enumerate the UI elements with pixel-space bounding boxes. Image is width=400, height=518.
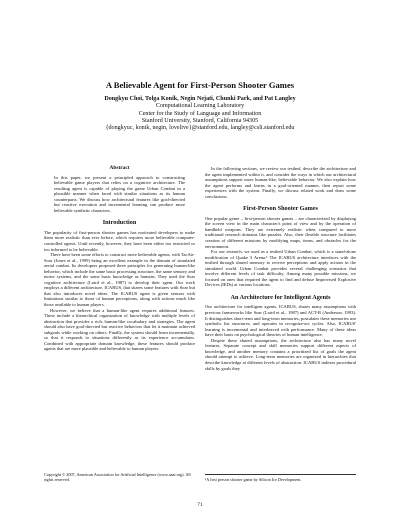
author-names: Dongkyu Choi, Tolga Konik, Negin Nejati, Chunki Park, and Pat Langley: [104, 96, 296, 102]
architecture-paragraph-1: Our architecture for intelligent agents, ICARUS, shares many assumptions with previous frameworks like Soar (Laird et al., 1987) and ACT-R (Anderson, 1993). It distinguishes short-term and long-term memories, postulates these memories use symbolic list structures, and operates in recognize-act cycles. Also, ICARUS' learning is incremental and interleaved with performance. Many of these ideas have their basis on psychological theories of human intelligence.: [205, 304, 356, 338]
page-number: 71: [197, 502, 203, 508]
affiliation-university: Stanford University, Stanford, California 94305: [141, 117, 259, 124]
intro-paragraph-2: There have been some efforts to construct more believable agents, with TacAir-Soar (Jones et al., 1999) being an excellent example in the domain of simulated aerial combat. Its developers proposed three principles for generating human-like behavior, which include the same basic processing structure, the same sensory and motor systems, and the same basic knowledge as humans. They used the Soar cognitive architecture (Laird et al., 1987) to develop their agent. Our work employs a different architecture, ICARUS, that shares some features with Soar but that also introduces novel ideas. The ICARUS agent is given sensors with limitations similar to those of human perceptions, along with actions much like those available to human players.: [44, 252, 195, 308]
abstract-paragraph: In this paper, we present a principled approach to constructing believable game players that relies on a cognitive architecture. The resulting agent is capable of playing the game Urban Combat in a plausible manner when faced with similar situations as its human counterparts. We discuss how architectural features like goal-directed but reactive execution and incremental learning can produce more believable synthetic characters.: [54, 174, 185, 213]
section-heading-introduction: Introduction: [102, 219, 137, 227]
left-column: [44, 166, 195, 352]
footnote: ¹A first person shooter game by Silicon Ice Development.: [205, 474, 356, 482]
overview-paragraph: In the following sections, we review our testbed, describe the architecture and the agent implemented within it, and consider the ways in which our architectural assumptions support more human-like, believable behavior. We also explain how the agent performs and learns in a goal-oriented manner, then report some experiences with the system. Finally, we discuss related work and draw some conclusions.: [205, 166, 356, 199]
copyright-notice: Copyright © 2007, American Association for Artificial Intelligence (www.aaai.org). All rights reserved.: [44, 472, 191, 482]
intro-paragraph-3: However, we believe that a human-like agent requires additional features. These include a hierarchical organization of knowledge with multiple levels of abstraction that provides a rich, human-like vocabulary and strategies. The agent should also have goal-directed but reactive behaviors that let it maintain achieved subgoals while working on others. Finally, the system should learn incrementally, so that it responds to situations differently as its experience accumulates. Combined with appropriate domain knowledge, these features should produce agents that are more plausible and believable to human players.: [44, 307, 195, 352]
affiliation-center: Center for the Study of Language and Information: [138, 110, 262, 117]
author-emails: {dongkyuc, konik, negin, lovelive}@stanford.edu, langley@csli.stanford.edu: [105, 125, 295, 132]
architecture-paragraph-2: Despite these shared assumptions, the architecture also has many novel features. Separate concept and skill memories support different aspects of knowledge, and another memory contains a prioritized list of goals the agent should attempt to achieve. Long-term memories are organized in hierarchies that describe knowledge at different levels of abstraction. ICARUS indexes procedural skills by goals they: [205, 337, 356, 371]
intro-paragraph-1: The popularity of first-person shooter games has motivated developers to make them more realistic than ever before, which requires more believable computer-controlled agents. Until recently, however, they have been either too restricted or too informed to be believable.: [44, 229, 195, 252]
abstract-text: [44, 175, 195, 214]
section-heading-architecture: An Architecture for Intelligent Agents: [230, 293, 331, 301]
abstract-heading: Abstract: [109, 165, 130, 171]
affiliation-lab: Computational Learning Laboratory: [155, 103, 245, 110]
right-column: [205, 166, 356, 371]
author-block: [0, 96, 400, 132]
paper-title: A Believable Agent for First-Person Shooter Games: [105, 80, 295, 90]
section-heading-fps-games: First-Person Shooter Games: [243, 205, 318, 213]
fps-paragraph-2: For our research, we used as a testbed Urban Combat, which is a stand-alone modification of Quake 3 Arena.¹ The ICARUS architecture interfaces with the testbed through shared memory to receive perceptions and apply actions in the simulated world. Urban Combat provides several challenging scenarios that involve different levels of task difficulty. Among many possible missions, we focused on ones that required the agent to find and defuse Improvised Explosive Devices (IEDs) at various locations.: [205, 249, 356, 288]
fps-paragraph-1: One popular genre – first-person shooter games – are characterized by displaying the screen view in the main character's point of view and by the operation of handheld weapons. They are extremely realistic when compared to more traditional research domains like puzzles. Also, their flexible structure facilitates creation of different missions by modifying maps, items, and obstacles for the environment.: [205, 215, 356, 249]
